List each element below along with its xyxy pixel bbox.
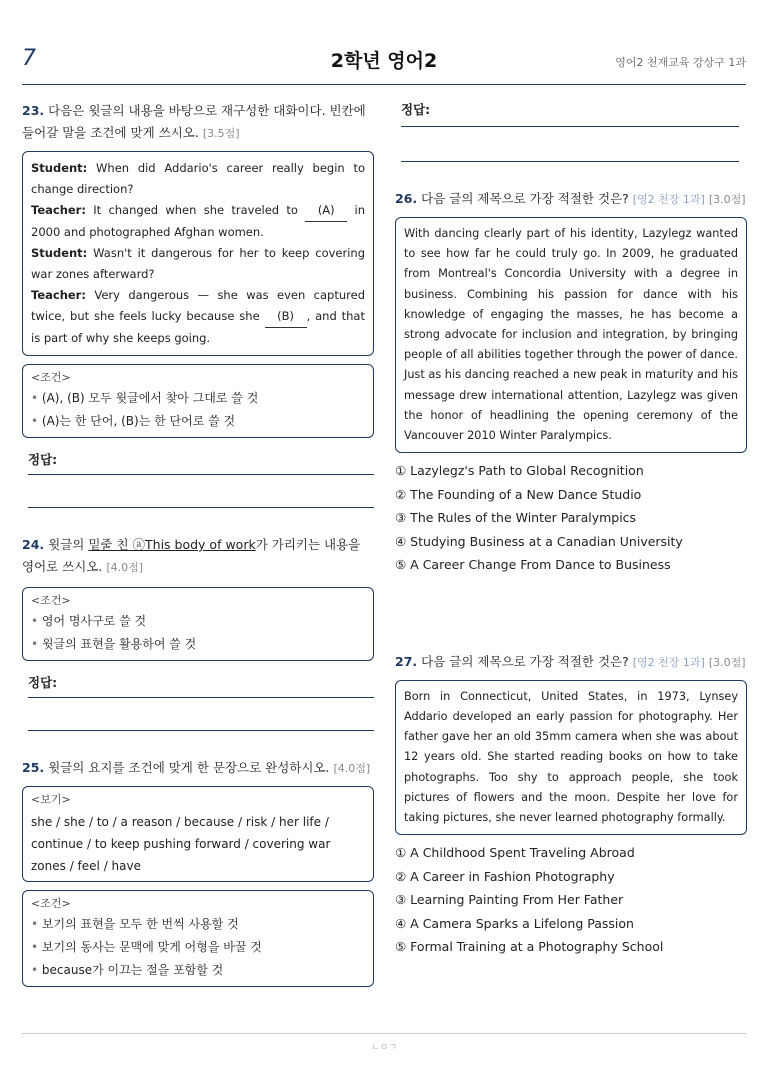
question-23-dialogue-box <box>22 151 374 356</box>
speaker-student: Student: <box>31 161 88 175</box>
condition-item: • 영어 명사구로 쓸 것 <box>31 610 365 633</box>
conditions-title: <조건> <box>31 371 71 384</box>
option-1[interactable]: ① A Childhood Spent Traveling Abroad <box>395 845 635 861</box>
option-1[interactable]: ① Lazylegz's Path to Global Recognition <box>395 463 644 479</box>
question-25-answer-area <box>395 100 747 162</box>
passage-text: With dancing clearly part of his identity, Lazylegz wanted to see how far he could truly go. In 2009, he graduated from Montreal's Concordia University with a degree in business. Combining his passion for dance with his knowledge of engaging the masses, he has become a strong advocate for inclusion and integration, by bringing people of all abilities together through the power of dance. Just as his dancing reached a new peak in maturity and his message drew international attention, Lazylegz was given the honor of headlining the opening ceremony of the Vancouver 2010 Winter Paralympics. <box>404 227 739 443</box>
question-24-prompt <box>22 534 374 579</box>
question-25-conditions-box <box>22 890 374 987</box>
dialogue-line: Wasn't it dangerous for her to keep covering war zones afterward? <box>31 246 365 281</box>
bogi-title: <보기> <box>31 793 71 806</box>
option-4[interactable]: ④ Studying Business at a Canadian University <box>395 533 683 549</box>
dialogue-line: When did Addario's career really begin to change direction? <box>31 161 365 196</box>
question-text: 가 가리키는 내용을 영어로 쓰시오. <box>22 537 361 574</box>
blank-b: (B) <box>265 306 307 328</box>
conditions-title: <조건> <box>31 594 71 607</box>
question-25-bogi-box <box>22 786 374 882</box>
option-2[interactable]: ② A Career in Fashion Photography <box>395 868 615 884</box>
answer-label: 정답: <box>28 452 58 467</box>
condition-item: • 보기의 표현을 모두 한 번씩 사용할 것 <box>31 913 365 936</box>
condition-item: • because가 이끄는 절을 포함할 것 <box>31 959 365 982</box>
question-27-passage-box <box>395 680 747 835</box>
passage-text: Born in Connecticut, United States, in 1973, Lynsey Addario developed an early passion for photography. Her father gave her an old 35mm camera when she was about 12 years old. She started reading books on how to take photographs. Too shy to approach people, she took pictures of flowers and the moon. Despite her love for taking pictures, she never learned photography formally. <box>404 689 738 824</box>
underlined-phrase: 밑줄 친 ⓐThis body of work <box>88 537 256 552</box>
page-subtitle: 영어2 천재교육 강상구 1과 <box>615 56 746 69</box>
question-points: [4.0점] <box>333 762 371 775</box>
question-text: 윗글의 요지를 조건에 맞게 한 문장으로 완성하시오. <box>48 760 330 775</box>
answer-label: 정답: <box>401 102 431 117</box>
condition-item: • 보기의 동사는 문맥에 맞게 어형을 바꿀 것 <box>31 936 365 959</box>
option-5[interactable]: ⑤ Formal Training at a Photography School <box>395 939 664 955</box>
question-23-conditions-box <box>22 364 374 438</box>
question-number: 23. <box>22 103 45 118</box>
question-points: [3.5점] <box>202 127 240 140</box>
question-26-options <box>395 459 747 577</box>
option-5[interactable]: ⑤ A Career Change From Dance to Business <box>395 557 671 573</box>
question-points: [4.0점] <box>106 561 144 574</box>
conditions-title: <조건> <box>31 897 71 910</box>
question-text: 다음은 윗글의 내용을 바탕으로 재구성한 대화이다. 빈칸에 들어갈 말을 조건에 맞게 쓰시오. <box>22 103 366 140</box>
question-26-prompt <box>395 188 747 211</box>
question-23-prompt <box>22 100 374 145</box>
page-title: 2학년 영어2 <box>330 50 438 72</box>
speaker-teacher: Teacher: <box>31 203 86 217</box>
dialogue-line: Very dangerous — she was even captured twice, but she feels lucky because she <box>31 288 365 323</box>
blank-a: (A) <box>305 200 347 222</box>
question-24-conditions-box <box>22 587 374 661</box>
question-25-prompt <box>22 757 374 780</box>
question-23-answer-area <box>22 450 374 508</box>
footer-mark: ㄴㅇㄱ <box>370 1043 398 1053</box>
question-text: 다음 글의 제목으로 가장 적절한 것은? <box>421 653 629 669</box>
page-number: 7 <box>22 46 36 71</box>
condition-item: • (A), (B) 모두 윗글에서 찾아 그대로 쓸 것 <box>31 387 365 410</box>
question-text: 윗글의 <box>48 537 89 552</box>
answer-line[interactable] <box>401 120 739 127</box>
bogi-text: she / she / to / a reason / because / risk / her life / continue / to keep pushing forward / covering war zones / feel / have <box>31 815 331 873</box>
question-24-answer-area <box>22 673 374 731</box>
condition-item: • 윗글의 표현을 활용하여 쓸 것 <box>31 633 365 656</box>
question-source: [영2 천장 1과] <box>632 193 705 206</box>
question-source: [영2 천장 1과] <box>632 655 705 669</box>
question-number: 26. <box>395 191 418 206</box>
question-text: 다음 글의 제목으로 가장 적절한 것은? <box>421 191 629 206</box>
footer-divider <box>22 1033 746 1034</box>
option-4[interactable]: ④ A Camera Sparks a Lifelong Passion <box>395 915 634 931</box>
question-points: [3.0점] <box>708 655 746 669</box>
option-3[interactable]: ③ Learning Painting From Her Father <box>395 892 624 908</box>
option-2[interactable]: ② The Founding of a New Dance Studio <box>395 486 642 502</box>
dialogue-line: , and that is part of why she keeps going. <box>31 309 365 345</box>
question-number: 25. <box>22 760 45 775</box>
dialogue-line: in 2000 and photographed Afghan women. <box>31 203 366 239</box>
answer-label: 정답: <box>28 675 58 690</box>
question-26-passage-box <box>395 217 747 453</box>
question-points: [3.0점] <box>708 193 746 206</box>
speaker-teacher: Teacher: <box>31 288 86 302</box>
dialogue-line: It changed when she traveled to <box>93 203 298 217</box>
page-header <box>22 40 746 85</box>
answer-line[interactable] <box>28 475 374 508</box>
speaker-student: Student: <box>31 246 88 260</box>
option-3[interactable]: ③ The Rules of the Winter Paralympics <box>395 510 637 526</box>
question-number: 27. <box>395 653 418 669</box>
question-27-options <box>395 841 747 959</box>
question-27-prompt <box>395 651 747 674</box>
question-number: 24. <box>22 537 45 552</box>
answer-line[interactable] <box>28 698 374 731</box>
left-column <box>22 100 374 987</box>
answer-line[interactable] <box>401 127 739 162</box>
condition-item: • (A)는 한 단어, (B)는 한 단어로 쓸 것 <box>31 410 365 433</box>
right-column <box>395 100 747 959</box>
